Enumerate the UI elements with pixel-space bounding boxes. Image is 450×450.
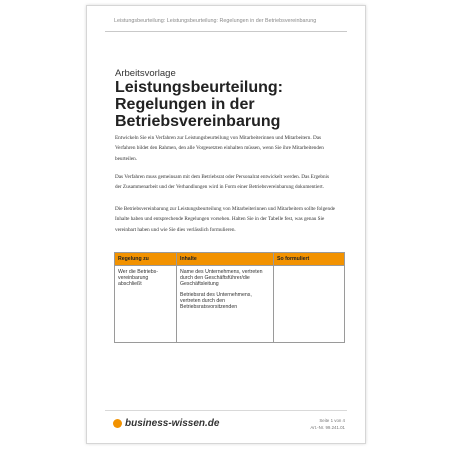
article-number: Art.-Nr. 99.241.01 [310, 425, 345, 430]
running-header: Leistungsbeurteilung: Leistungsbeurteilung: Regelungen in der Betriebsvereinbarung [114, 18, 317, 24]
procedure-paragraph: Das Verfahren muss gemeinsam mit dem Betriebsrat oder Personalrat entwickelt werden. Das Ergebnis der Zusammenarbeit und der Verhandlungen wird in Form einer Betriebsvereinbarung dokumentiert. [115, 174, 330, 191]
content-entry: Name des Unternehmens, vertreten durch den Geschäftsführer/die Geschäftsleitung [180, 269, 263, 287]
cell-inhalte [177, 266, 274, 343]
intro-paragraph: Entwickeln Sie ein Verfahren zur Leistungsbeurteilung von Mitarbeiterinnen und Mitarbeitern. Das Verfahren bildet den Rahmen, den alle Vorgesetzten einhalten müssen, wenn Sie ihre Mitarbeitenden beurteilen. [115, 135, 324, 162]
header-divider [105, 31, 347, 32]
table-row [115, 266, 345, 343]
document-title: Leistungsbeurteilung: Regelungen in der Betriebsvereinbarung [115, 79, 283, 130]
cell-formuliert [274, 266, 345, 343]
footer-divider [105, 410, 347, 411]
content-entry: Betriebsrat des Unternehmens, vertreten durch den Betriebsratsvorsitzenden [180, 292, 252, 310]
document-type: Arbeitsvorlage [115, 68, 176, 79]
cell-regelung: Wer die Betriebs-vereinbarung abschließt [115, 266, 177, 343]
rules-table [114, 252, 345, 343]
page-info [310, 417, 345, 431]
column-header-formuliert: So formuliert [274, 253, 345, 266]
document-page [86, 5, 366, 444]
column-header-inhalte: Inhalte [177, 253, 274, 266]
column-header-regelung: Regelung zu [115, 253, 177, 266]
logo-text: business-wissen.de [125, 418, 220, 429]
table-header-row [115, 253, 345, 266]
page-number: Seite 1 von 4 [319, 418, 345, 423]
logo-dot-icon [113, 419, 122, 428]
agreement-paragraph: Die Betriebsvereinbarung zur Leistungsbeurteilung von Mitarbeiterinnen und Mitarbeitern sollte folgende Inhalte haben und entsprechende Regelungen vorsehen. Halten Sie in der Tabelle fest, was genau Sie vereinbart haben und wie Sie dies verlässlich formulieren. [115, 206, 335, 233]
brand-logo [113, 418, 219, 429]
